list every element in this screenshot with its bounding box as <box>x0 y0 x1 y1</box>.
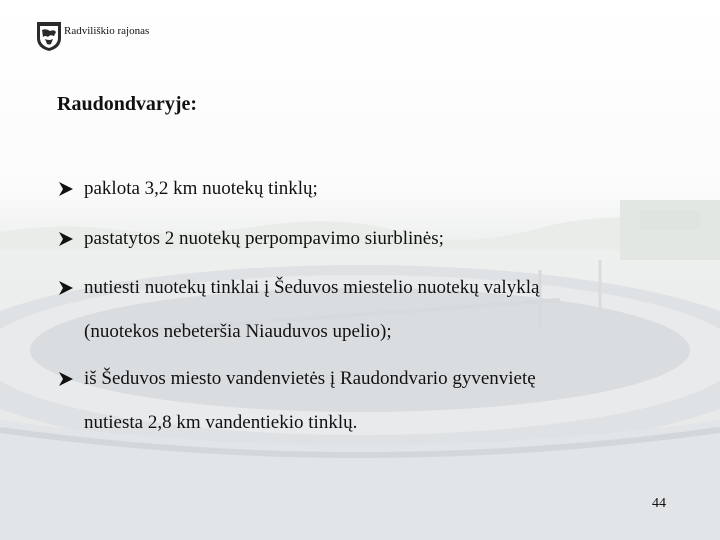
bullet-text: nutiesti nuotekų tinklai į Šeduvos miestelio nuotekų valyklą <box>84 277 540 298</box>
bullet-text: pastatytos 2 nuotekų perpompavimo siurblinės; <box>84 228 444 249</box>
arrow-bullet-icon <box>58 231 74 247</box>
page-number: 44 <box>652 496 666 511</box>
arrow-bullet-icon <box>58 371 74 387</box>
coat-of-arms-icon <box>36 20 62 52</box>
arrow-bullet-icon <box>58 181 74 197</box>
bullet-text: paklota 3,2 km nuotekų tinklų; <box>84 178 318 199</box>
bullet-text-continuation: nutiesta 2,8 km vandentiekio tinklų. <box>84 412 358 433</box>
slide-title: Raudondvaryje: <box>57 93 198 115</box>
header <box>36 20 149 54</box>
bullet-text-continuation: (nuotekos nebeteršia Niauduvos upelio); <box>84 321 392 342</box>
arrow-bullet-icon <box>58 280 74 296</box>
header-title: Radviliškio rajonas <box>64 25 150 37</box>
bullet-text: iš Šeduvos miesto vandenvietės į Raudondvario gyvenvietę <box>84 368 536 389</box>
